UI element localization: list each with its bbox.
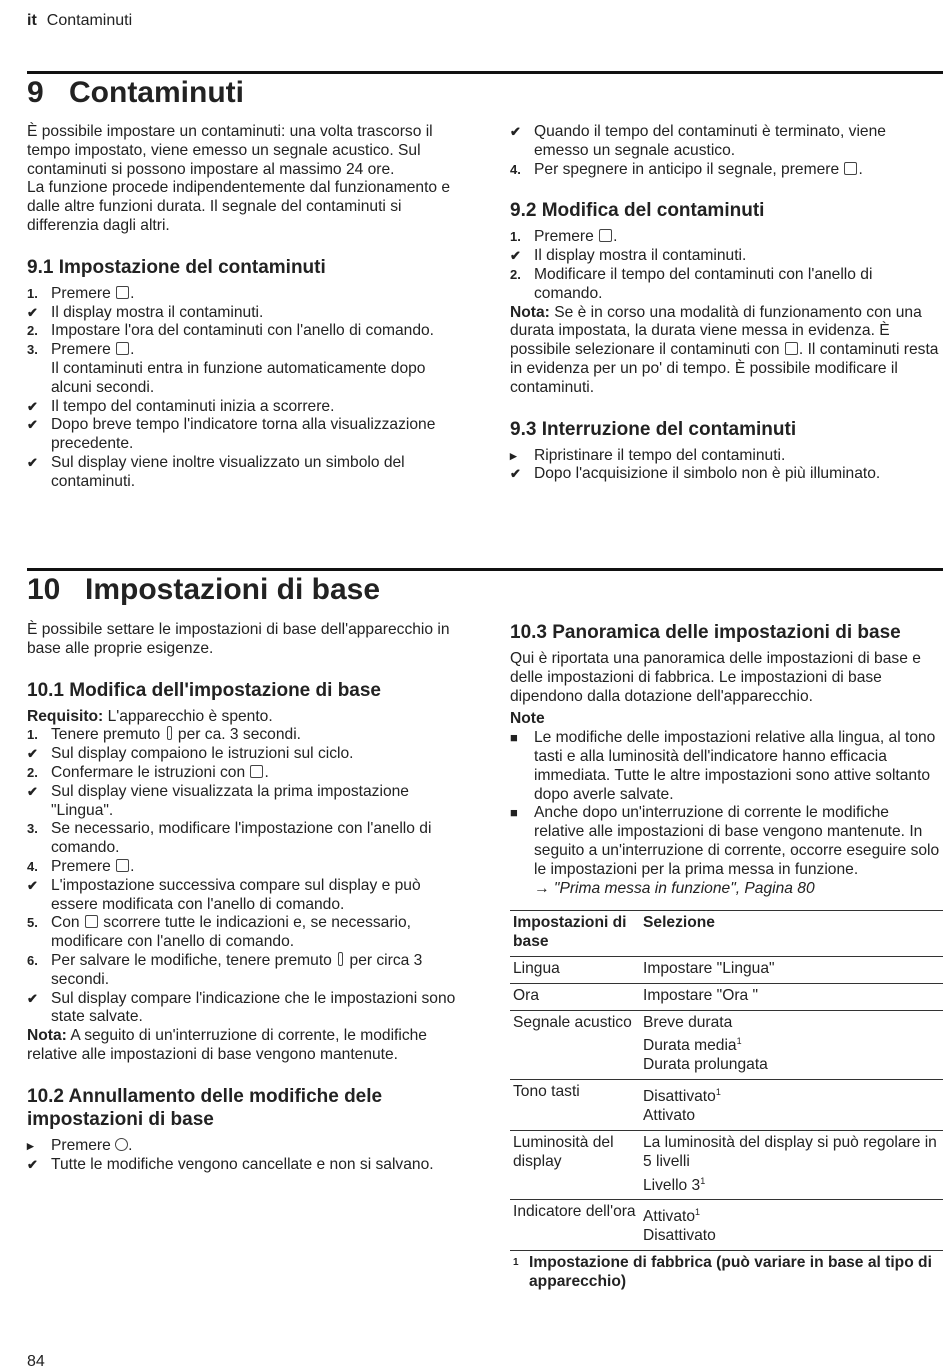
step-marker: 4.	[510, 161, 521, 177]
step-marker: ✔	[27, 398, 38, 414]
section-title: 10.2 Annullamento delle modifiche dele impostazioni di base	[27, 1085, 383, 1130]
setting-name: Indicatore dell'ora	[510, 1200, 640, 1251]
list-item: 5. Con scorrere tutte le indicazioni e, se necessario, modificare con l'anello di comando.	[27, 914, 411, 951]
list-item: ✔ Il display mostra il contaminuti.	[510, 247, 747, 265]
right-column-ch10	[510, 621, 943, 1296]
menu-key-icon	[167, 726, 172, 740]
section-title: 10.1 Modifica dell'impostazione di base	[27, 679, 381, 701]
timer-button-icon	[785, 342, 798, 355]
list-item: ▸ Premere .	[27, 1136, 133, 1154]
list-item: 6. Per salvare le modifiche, tenere premuto per circa 3 secondi.	[27, 951, 423, 988]
setting-name: Segnale acustico	[510, 1010, 640, 1080]
paragraph: È possibile settare le impostazioni di base dell'apparecchio in base alle proprie esigenze.	[27, 621, 450, 657]
left-column-ch10	[27, 621, 460, 1174]
step-marker: 6.	[27, 952, 38, 968]
table-row	[510, 983, 943, 1010]
step-marker: 3.	[27, 821, 38, 837]
table-row	[510, 1130, 943, 1200]
note-heading: Note	[510, 710, 545, 728]
page-reference-link[interactable]: → "Prima messa in funzione", Pagina 80	[534, 879, 815, 897]
timer-button-icon	[116, 859, 129, 872]
timer-button-icon	[844, 162, 857, 175]
timer-button-icon	[250, 765, 263, 778]
timer-button-icon	[116, 286, 129, 299]
timer-button-icon	[116, 342, 129, 355]
list-item: ✔ Tutte le modifiche vengono cancellate e non si salvano.	[27, 1155, 434, 1173]
step-marker: 2.	[27, 323, 38, 339]
step-marker: ✔	[27, 877, 38, 893]
step-marker: 1.	[27, 285, 38, 301]
step-list	[27, 1137, 460, 1175]
section-title: 10.3 Panoramica delle impostazioni di base	[510, 622, 901, 643]
table-footnote: 1 Impostazione di fabbrica (può variare in base al tipo di apparecchio)	[513, 1254, 932, 1291]
list-item: 2. Modificare il tempo del contaminuti con l'anello di comando.	[510, 265, 873, 302]
section-title: 9.2 Modifica del contaminuti	[510, 200, 765, 222]
paragraph: È possibile impostare un contaminuti: una volta trascorso il tempo impostato, viene emesso un segnale acustico. Sul contaminuti si possono impostare al massimo 24 ore.	[27, 123, 433, 178]
list-item: 4. Premere .	[27, 857, 135, 875]
timer-button-icon	[599, 229, 612, 242]
list-item: ▸ Ripristinare il tempo del contaminuti.	[510, 446, 786, 464]
list-item: ✔ Quando il tempo del contaminuti è terminato, viene emesso un segnale acustico.	[510, 123, 886, 159]
table-row	[510, 1010, 943, 1080]
step-marker: ✔	[510, 466, 521, 482]
language-code: it	[27, 12, 37, 29]
list-item: ✔ Sul display viene visualizzata la prima impostazione "Lingua".	[27, 782, 409, 819]
right-column-ch9	[510, 123, 943, 484]
list-item: 1. Tenere premuto per ca. 3 secondi.	[27, 726, 301, 744]
step-marker: 2.	[510, 266, 521, 282]
step-marker: ✔	[27, 1156, 38, 1172]
table-header: Impostazioni di base	[510, 911, 640, 957]
step-list	[510, 228, 943, 303]
settings-table	[510, 910, 943, 1296]
table-row	[510, 956, 943, 983]
header-section: Contaminuti	[46, 12, 133, 29]
setting-values: Attivato$^1$ Disattivato	[640, 1200, 943, 1251]
step-list	[27, 285, 460, 492]
chapter-rule	[27, 568, 943, 571]
step-list	[510, 123, 943, 179]
list-item: ✔ L'impostazione successiva compare sul display e può essere modificata con l'anello di comando.	[27, 876, 421, 913]
setting-values: Breve durata Durata media$^1$ Durata prolungata	[640, 1010, 943, 1080]
menu-key-icon	[338, 952, 343, 966]
chapter-title: 10 Impostazioni di base	[27, 573, 381, 606]
setting-name: Lingua	[510, 956, 640, 983]
setting-values: Impostare "Lingua"	[640, 956, 943, 983]
section-title: 9.1 Impostazione del contaminuti	[27, 256, 326, 278]
paragraph: Qui è riportata una panoramica delle impostazioni di base e delle impostazioni di fabbrica. Le impostazioni di base dipendono dalla dotazione dell'apparecchio.	[510, 650, 921, 705]
table-header: Selezione	[640, 911, 943, 957]
list-item: 4. Per spegnere in anticipo il segnale, premere .	[510, 160, 863, 178]
step-marker: 1.	[27, 727, 38, 743]
step-marker: ▸	[27, 1137, 34, 1153]
list-item: Il contaminuti entra in funzione automaticamente dopo alcuni secondi.	[51, 359, 426, 396]
list-item: 1. Premere .	[510, 228, 618, 246]
step-list	[510, 447, 943, 485]
list-item: ✔ Dopo breve tempo l'indicatore torna alla visualizzazione precedente.	[27, 416, 436, 453]
list-item: 3. Se necessario, modificare l'impostazione con l'anello di comando.	[27, 820, 432, 857]
note-paragraph: Nota: Se è in corso una modalità di funzionamento con una durata impostata, la durata viene messa in evidenza. È possibile selezionare il contaminuti con . Il contaminuti resta in evidenza per un po' di tempo. È possibile modificare il contaminuti.	[510, 303, 939, 396]
setting-name: Tono tasti	[510, 1080, 640, 1131]
requirement: Requisito: L'apparecchio è spento.	[27, 707, 273, 725]
step-marker: 2.	[27, 764, 38, 780]
step-marker: 1.	[510, 229, 521, 245]
list-item: 1. Premere .	[27, 284, 135, 302]
table-row	[510, 1200, 943, 1251]
step-marker: ✔	[27, 454, 38, 470]
chapter-rule	[27, 71, 943, 74]
list-item: ✔ Dopo l'acquisizione il simbolo non è più illuminato.	[510, 465, 881, 483]
step-marker: 5.	[27, 915, 38, 931]
running-header	[27, 12, 132, 30]
step-marker: ✔	[510, 124, 521, 139]
setting-values: Disattivato$^1$ Attivato	[640, 1080, 943, 1131]
step-marker: ✔	[510, 248, 521, 264]
setting-name: Ora	[510, 983, 640, 1010]
step-marker: 3.	[27, 342, 38, 358]
chapter-title: 9 Contaminuti	[27, 76, 244, 109]
list-item: 3. Premere .	[27, 341, 135, 359]
bullet-list	[510, 729, 943, 898]
step-marker: ✔	[27, 304, 38, 320]
setting-values: Impostare "Ora "	[640, 983, 943, 1010]
step-marker: ▸	[510, 447, 517, 463]
step-marker: ✔	[27, 746, 38, 762]
list-item: ✔ Sul display viene inoltre visualizzato un simbolo del contaminuti.	[27, 453, 405, 490]
setting-values: La luminosità del display si può regolare in 5 livelli Livello $3^1$	[640, 1130, 943, 1200]
paragraph: La funzione procede indipendentemente dal funzionamento e dalle altre funzioni durata. Il segnale del contaminuti si differenzia dagli altri.	[27, 179, 451, 234]
power-button-icon	[115, 1138, 128, 1151]
list-item: 2. Impostare l'ora del contaminuti con l'anello di comando.	[27, 322, 435, 340]
list-item: ✔ Il tempo del contaminuti inizia a scorrere.	[27, 397, 335, 415]
section-title: 9.3 Interruzione del contaminuti	[510, 418, 797, 440]
left-column-ch9	[27, 123, 460, 492]
timer-button-icon	[85, 915, 98, 928]
step-marker: ✔	[27, 990, 38, 1006]
step-marker: 4.	[27, 858, 38, 874]
list-item: ■ Le modifiche delle impostazioni relative alla lingua, al tono tasti e alla luminosità dell'indicatore hanno efficacia immediata. Tutte le altre impostazioni sono attive soltanto dopo averle salvate.	[510, 729, 936, 803]
step-marker: ✔	[27, 783, 38, 799]
note-paragraph: Nota: A seguito di un'interruzione di corrente, le modifiche relative alle impostazioni di base vengono mantenute.	[27, 1027, 427, 1063]
setting-name: Luminosità del display	[510, 1130, 640, 1200]
table-row	[510, 1080, 943, 1131]
page-number: 84	[27, 1353, 45, 1370]
step-list	[27, 726, 460, 1027]
list-item: ✔ Il display mostra il contaminuti.	[27, 303, 264, 321]
list-item: 2. Confermare le istruzioni con .	[27, 763, 269, 781]
step-marker: ✔	[27, 417, 38, 433]
list-item: ■ Anche dopo un'interruzione di corrente le modifiche relative alle impostazioni di base vengono mantenute. In seguito a un'interruzione di corrente, occorre eseguire solo le impostazioni per la prima messa in funzione. → "Prima messa in funzione", Pagina 80	[510, 804, 940, 897]
list-item: ✔ Sul display compare l'indicazione che le impostazioni sono state salvate.	[27, 989, 456, 1026]
list-item: ✔ Sul display compaiono le istruzioni sul ciclo.	[27, 745, 354, 763]
